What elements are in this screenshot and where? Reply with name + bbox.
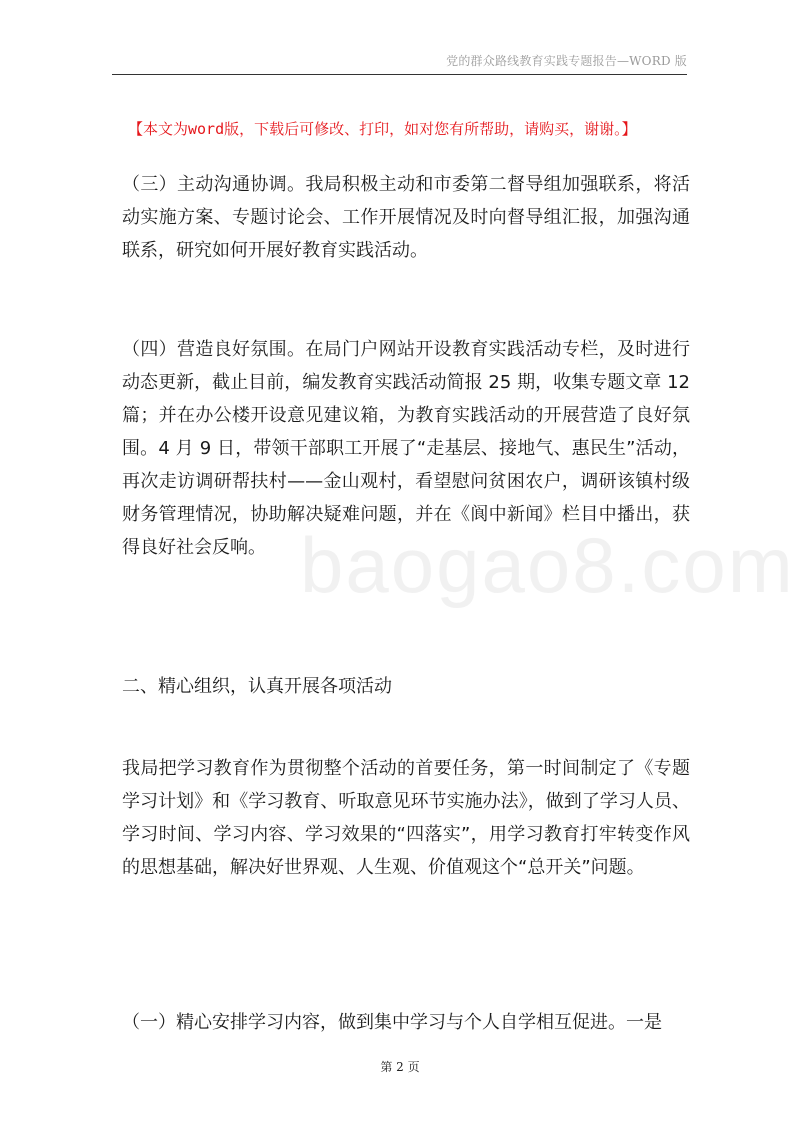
paragraph-atmosphere: （四）营造良好氛围。在局门户网站开设教育实践活动专栏，及时进行动态更新，截止目前，编发教育实践活动简报 25 期，收集专题文章 12 篇；并在办公楼开设意见建议箱，为教育实践活动的开展营造了良好氛围。4 月 9 日，带领干部职工开展了“走基层、接地气、惠民生”活动，再次走访调研帮扶村——金山观村，看望慰问贫困农户，调研该镇村级财务管理情况，协助解决疑难问题，并在《阆中新闻》栏目中播出，获得良好社会反响。	[122, 339, 690, 558]
page-number: 第 2 页	[380, 1060, 420, 1074]
watermark: baogao8.com	[300, 521, 795, 609]
purchase-notice: 【本文为word版，下载后可修改、打印，如对您有所帮助，请购买，谢谢。】	[128, 120, 637, 138]
paragraph-study-education: 我局把学习教育作为贯彻整个活动的首要任务，第一时间制定了《专题学习计划》和《学习教育、听取意见环节实施办法》，做到了学习人员、学习时间、学习内容、学习效果的“四落实”，用学习教育打牢转变作风的思想基础，解决好世界观、人生观、价值观这个“总开关”问题。	[122, 758, 690, 878]
document-header: 党的群众路线教育实践专题报告—WORD 版	[446, 54, 687, 68]
header-divider	[112, 74, 687, 75]
section-heading: 二、精心组织，认真开展各项活动	[122, 676, 392, 697]
paragraph-communication: （三）主动沟通协调。我局积极主动和市委第二督导组加强联系，将活动实施方案、专题讨论会、工作开展情况及时向督导组汇报，加强沟通联系，研究如何开展好教育实践活动。	[122, 174, 690, 261]
paragraph-study-content: （一）精心安排学习内容，做到集中学习与个人自学相互促进。一是	[122, 1012, 662, 1033]
